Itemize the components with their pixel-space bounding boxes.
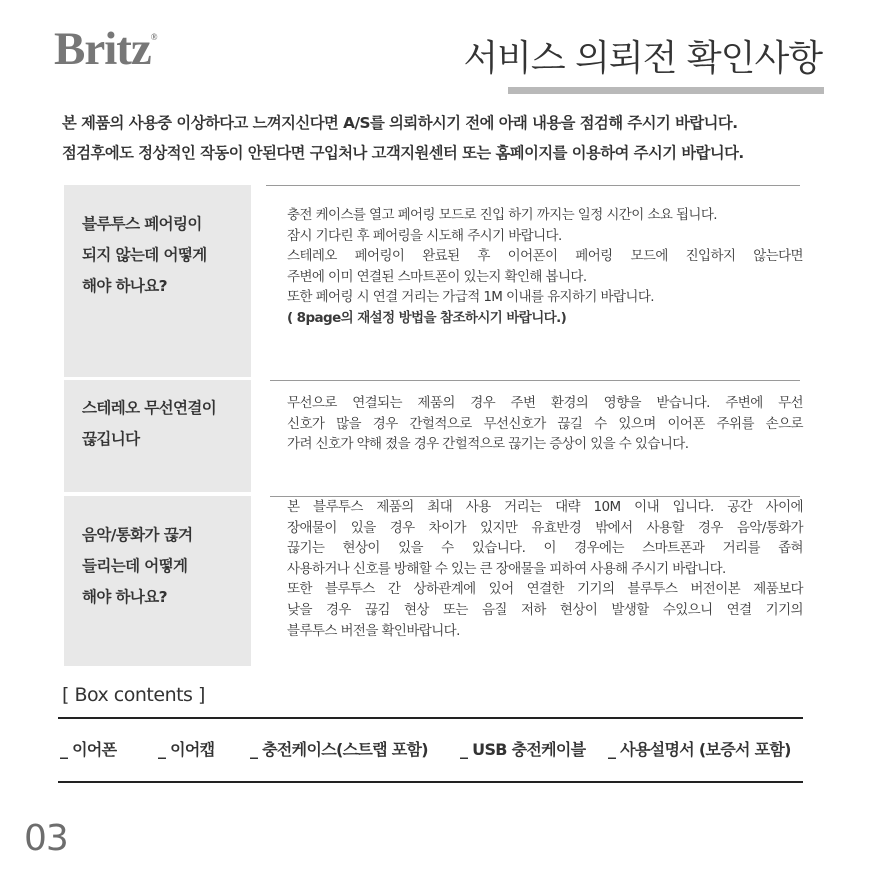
answer-text: 무선으로 연결되는 제품의 경우 주변 환경의 영향을 받습니다. 주변에 무선 신호가 많을 경우 간헐적으로 무선신호가 끊길 수 있으며 이어폰 주위를 손으로 가려 신호가 약해 졌을 경우 간헐적으로 끊기는 증상이 있을 수 있습니다. <box>287 395 803 453</box>
intro-text <box>62 108 822 168</box>
box-item: _ USB 충전케이블 <box>460 740 586 759</box>
registered-mark: ® <box>150 32 157 42</box>
answer-text: 본 블루투스 제품의 최대 사용 거리는 대략 10M 이내 입니다. 공간 사이에 장애물이 있을 경우 차이가 있지만 유효반경 밖에서 사용할 경우 음악/통화가 끊기는 현상이 있을 수 있습니다. 이 경우에는 스마트폰과 거리를 좁혀 사용하거나 신호를 방해할 수 있는 큰 장애물을 피하여 사용해 주시기 바랍니다. 또한 블루투스 간 상하관계에 있어 연결한 기기의 블루투스 버전이본 제품보다 낮을 경우 끊김 현상 또는 음질 저하 현상이 발생할 수있으니 연결 기기의 블루투스 버전을 확인바랍니다. <box>287 499 803 639</box>
intro-line: 본 제품의 사용중 이상하다고 느껴지신다면 A/S를 의뢰하시기 전에 아래 내용을 점검해 주시기 바랍니다. <box>62 114 738 132</box>
box-item: _ 이어폰 <box>60 740 117 759</box>
box-item: _ 사용설명서 (보증서 포함) <box>608 740 791 759</box>
answer-text: 충전 케이스를 열고 페어링 모드로 진입 하기 까지는 일정 시간이 소요 됩니다. 잠시 기다린 후 페어링을 시도해 주시기 바랍니다. 스테레오 페어링이 완료된 후 이어폰이 페어링 모드에 진입하지 않는다면 주변에 이미 연결된 스마트폰이 있는지 확인해 봅니다. 또한 페어링 시 연결 거리는 가급적 1M 이내를 유지하기 바랍니다. ( 8page의 재설정 방법을 참조하시기 바랍니다.) <box>287 205 803 329</box>
question-text: 스테레오 무선연결이 끊깁니다 <box>82 399 217 448</box>
box-item: _ 이어캡 <box>158 740 215 759</box>
page-title: 서비스 의뢰전 확인사항 <box>463 38 822 79</box>
answer-divider <box>270 380 800 381</box>
intro-line: 점검후에도 정상적인 작동이 안된다면 구입처나 고객지원센터 또는 홈페이지를 이용하여 주시기 바랍니다. <box>62 144 744 162</box>
page-number: 03 <box>24 818 68 859</box>
question-text: 블루투스 페어링이 되지 않는데 어떻게 해야 하나요? <box>82 215 207 295</box>
box-item: _ 충전케이스(스트랩 포함) <box>250 740 428 759</box>
box-contents-top-rule <box>58 717 803 719</box>
question-text: 음악/통화가 끊겨 들리는데 어떻게 해야 하나요? <box>82 526 193 606</box>
answer-divider <box>266 185 800 186</box>
box-contents-title: [ Box contents ] <box>62 684 205 706</box>
box-contents-bottom-rule <box>58 781 803 783</box>
answer-note: ( 8page의 재설정 방법을 참조하시기 바랍니다.) <box>287 309 567 326</box>
title-underline <box>508 87 824 94</box>
question-box <box>64 185 251 377</box>
question-box <box>64 496 251 666</box>
brand-logo: Britz® <box>54 23 157 75</box>
question-box <box>64 380 251 492</box>
